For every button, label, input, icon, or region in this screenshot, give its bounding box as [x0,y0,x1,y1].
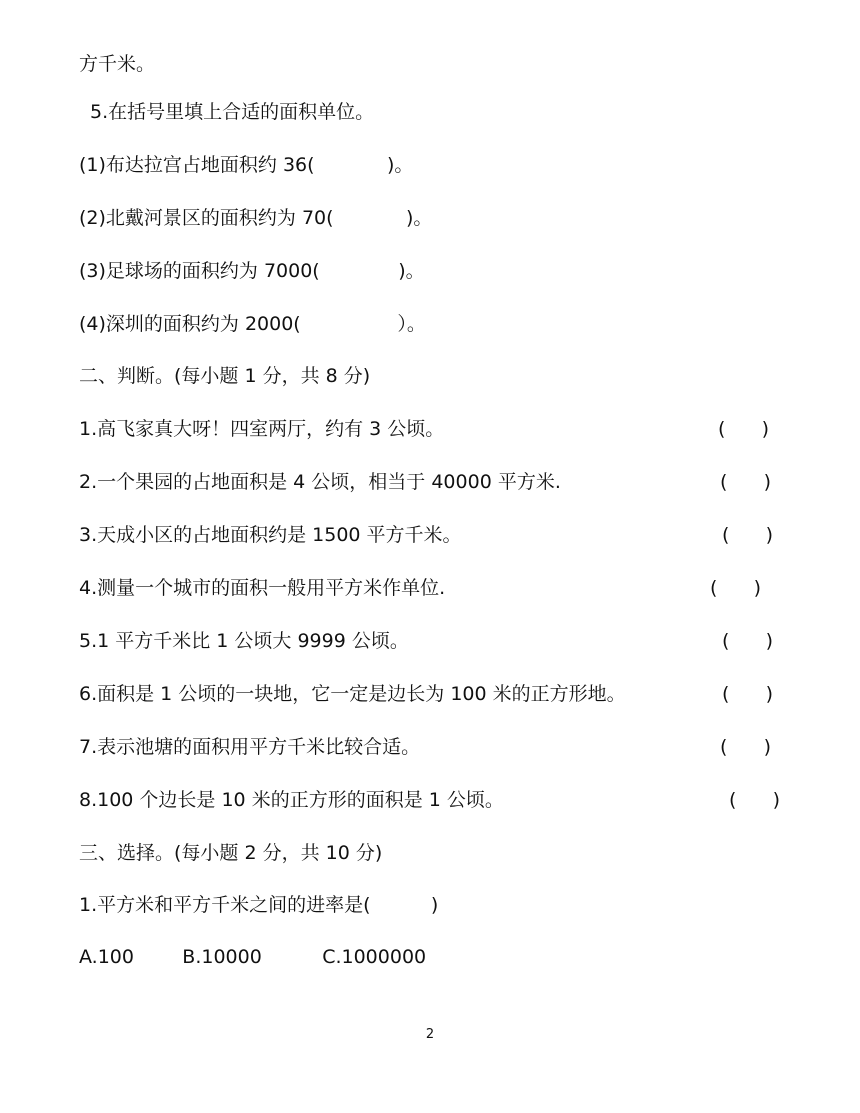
choice-options-1: A.100 B.10000 C.1000000 [79,946,427,968]
judge-answer-bracket-5[interactable]: ( ) [722,630,774,652]
judge-item-3: 3.天成小区的占地面积约是 1500 平方千米。 [79,524,462,546]
judge-answer-bracket-3[interactable]: ( ) [722,524,774,546]
judge-item-6: 6.面积是 1 公顷的一块地，它一定是边长为 100 米的正方形地。 [79,683,626,705]
judge-item-5: 5.1 平方千米比 1 公顷大 9999 公顷。 [79,630,409,652]
choice-section-heading: 三、选择。(每小题 2 分，共 10 分) [79,842,383,864]
fill-question: 5.在括号里填上合适的面积单位。 [90,101,375,123]
intro-tail-text: 方千米。 [79,53,156,75]
judge-item-7: 7.表示池塘的面积用平方千米比较合适。 [79,736,421,758]
choice-question-1: 1.平方米和平方千米之间的进率是( ) [79,894,439,916]
judge-answer-bracket-2[interactable]: ( ) [720,471,772,493]
fill-item-4: (4)深圳的面积约为 2000( ）。 [79,313,426,335]
judge-item-1: 1.高飞家真大呀！四室两厅，约有 3 公顷。 [79,418,445,440]
fill-item-1: (1)布达拉宫占地面积约 36( )。 [79,154,414,176]
judge-answer-bracket-6[interactable]: ( ) [722,683,774,705]
judge-item-8: 8.100 个边长是 10 米的正方形的面积是 1 公顷。 [79,789,504,811]
judge-answer-bracket-1[interactable]: ( ) [718,418,770,440]
fill-item-3: (3)足球场的面积约为 7000( )。 [79,260,425,282]
page-number: 2 [425,1027,435,1042]
judge-answer-bracket-8[interactable]: ( ) [729,789,781,811]
judge-answer-bracket-4[interactable]: ( ) [710,577,762,599]
judge-section-heading: 二、判断。(每小题 1 分，共 8 分) [79,365,371,387]
judge-item-2: 2.一个果园的占地面积是 4 公顷，相当于 40000 平方米. [79,471,561,493]
fill-item-2: (2)北戴河景区的面积约为 70( )。 [79,207,433,229]
judge-item-4: 4.测量一个城市的面积一般用平方米作单位. [79,577,446,599]
judge-answer-bracket-7[interactable]: ( ) [720,736,772,758]
